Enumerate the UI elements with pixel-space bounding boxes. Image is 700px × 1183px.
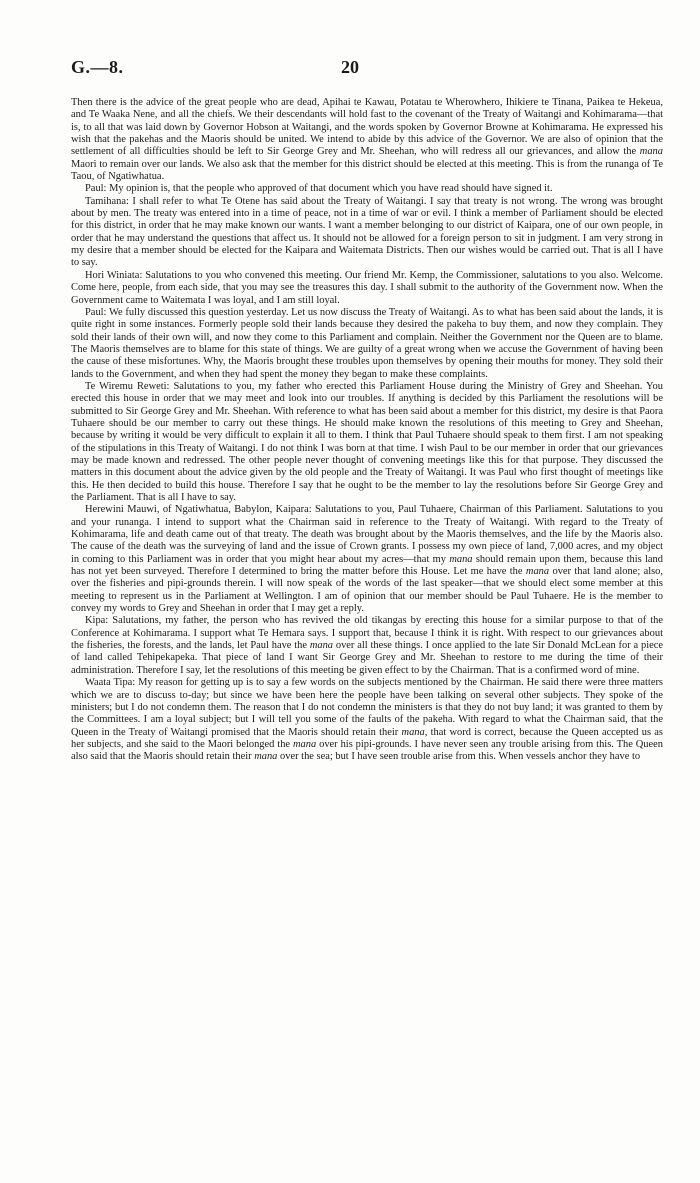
page-number: 20 (341, 57, 359, 77)
paragraph: Hori Winiata: Salutations to you who convened this meeting. Our friend Mr. Kemp, the Commissioner, salutations to you also. Welcome. Come here, people, from each side, that you may see the treasures this day. I shall submit to the authority of the Government now. When the Government came to Waitemata I was loyal, and I am still loyal. (71, 269, 663, 306)
paragraph: Te Wiremu Reweti: Salutations to you, my father who erected this Parliament House during the Ministry of Grey and Sheehan. You erected this house in order that we may meet and look into our troubles. If anything is decided by this Parliament the resolutions will be submitted to Sir George Grey and Mr. Sheehan. With reference to what has been said about a member for this district, my desire is that Paora Tuhaere should be our member to carry out these things. He should make known the resolutions of this meeting to Grey and Sheehan, because by writing it would be very difficult to explain it all to them. I think that Paul Tuhaere should speak to them first. I am not speaking of the stipulations in this Treaty of Waitangi. I do not think I was born at that time. I wish Paul to be our member in order that our grievances may be made known and redressed. The other people never thought of convening meetings like this for that purpose. They discussed the matters in this document about the advice given by the old people and the Treaty of Waitangi. It was Paul who first thought of meetings like this. He then decided to build this house. Therefore I say that he ought to be the member to lay the resolutions before Sir George Grey and the Parliament. That is all I have to say. (71, 380, 663, 503)
paragraph: Then there is the advice of the great people who are dead, Apihai te Kawau, Potatau te Wherowhero, Ihikiere te Tinana, Paikea te Hekeua, and Te Waaka Nene, and all the chiefs. We their descendants will hold fast to the covenant of the Treaty of Waitangi and Kohimarama—that is, to all that was laid down by Governor Hobson at Waitangi, and the words spoken by Governor Browne at Kohimarama. He expressed his wish that the pakehas and the Maoris should be united. We intend to abide by this advice of the Governor. We are also of opinion that the settlement of all difficulties should be left to Sir George Grey and Mr. Sheehan, who will redress all our grievances, and allow the mana Maori to remain over our lands. We also ask that the member for this district should be elected at this meeting. This is from the runanga of Te Taou, of Ngatiwhatua. (71, 97, 663, 183)
paragraph: Paul: We fully discussed this question yesterday. Let us now discuss the Treaty of Waitangi. As to what has been said about the lands, it is quite right in some instances. Formerly people sold their lands because they desired the pakeha to buy them, and now they complain. They sold their lands of their own will, and now they come to this Parliament and complain. Neither the Government nor the Queen are to blame. The Maoris themselves are to blame for this state of things. We are guilty of a great wrong when we accuse the Government of having been the cause of these misfortunes. Why, the Maoris brought these troubles upon themselves by opening their mouths for money. They sold their lands to the Government, and when they had spent the money they began to make these complaints. (71, 306, 663, 380)
paragraph: Paul: My opinion is, that the people who approved of that document which you have read should have signed it. (85, 183, 553, 195)
document-body (71, 97, 663, 764)
paragraph: Kipa: Salutations, my father, the person who has revived the old tikangas by erecting this house for a similar purpose to that of the Conference at Kohimarama. I support what Te Hemara says. I support that, because I think it is right. With respect to our grievances about the fisheries, the forests, and the lands, let Paul have the mana over all these things. I once applied to the late Sir Donald McLean for a piece of land called Tehipekapeka. That piece of land I want Sir George Grey and Mr. Sheehan to restore to me during the time of their administration. Therefore I say, let the resolutions of this meeting be given effect to by the Chairman. That is a confirmed word of mine. (71, 615, 664, 676)
paragraph: Herewini Mauwi, of Ngatiwhatua, Babylon, Kaipara: Salutations to you, Paul Tuhaere, Chairman of this Parliament. Salutations to you and your runanga. I intend to support what the Chairman said in reference to the Treaty of Waitangi. With regard to the Treaty of Kohimarama, life and death came out of that treaty. The death was brought about by the Maoris themselves, and the life by the Maoris also. The cause of the death was the surveying of land and the issue of Crown grants. I possess my own piece of land, 7,000 acres, and my object in coming to this Parliament was in order that you might hear about my acres—that my mana should remain upon them, because this land has not yet been surveyed. Therefore I determined to bring the matter before this House. Let me have the mana over that land alone; also, over the fisheries and pipi-grounds therein. I will now speak of the words of the last speaker—that we should elect some member at this meeting to represent us in the Parliament at Wellington. I am of opinion that our member should be Paul Tuhaere. He is the member to convey my words to Grey and Sheehan in order that I may get a reply. (71, 504, 664, 615)
paragraph: Waata Tipa: My reason for getting up is to say a few words on the subjects mentioned by the Chairman. He said there were three matters which we are to discuss to-day; but since we have been here the people have been talking on several other subjects. They spoke of the ministers; but I do not condemn them. The reason that I do not condemn the ministers is that they do not buy land; it was granted to them by the Committees. I am a loyal subject; but I will tell you some of the faults of the pakeha. With regard to what the Chairman said, that the Queen in the Treaty of Waitangi promised that the Maoris should retain their mana, that word is correct, because the Queen accepted us as her subjects, and she said to the Maori belonged the mana over his pipi-grounds. I have never seen any trouble arising from this. The Queen also said that the Maoris should retain their mana over the sea; but I have seen trouble arise from this. When vessels anchor they have to (71, 677, 663, 763)
page-header (71, 57, 661, 87)
paragraph: Tamihana: I shall refer to what Te Otene has said about the Treaty of Waitangi. I say that treaty is not wrong. The wrong was brought about by men. The treaty was entered into in a time of peace, not in a time of war or evil. I think a member of Parliament should be elected for this district, in order that he may make known our wants. I want a member belonging to our district of Kaipara, one of our own people, in order that he may understand the questions that affect us. It should not be allowed for a foreign person to sit in judgment. I am very strong in my desire that a member should be elected for the Kaipara and Waitemata Districts. Then our wishes would be carried out. That is all I have to say. (71, 195, 663, 269)
document-reference: G.—8. (71, 57, 124, 77)
